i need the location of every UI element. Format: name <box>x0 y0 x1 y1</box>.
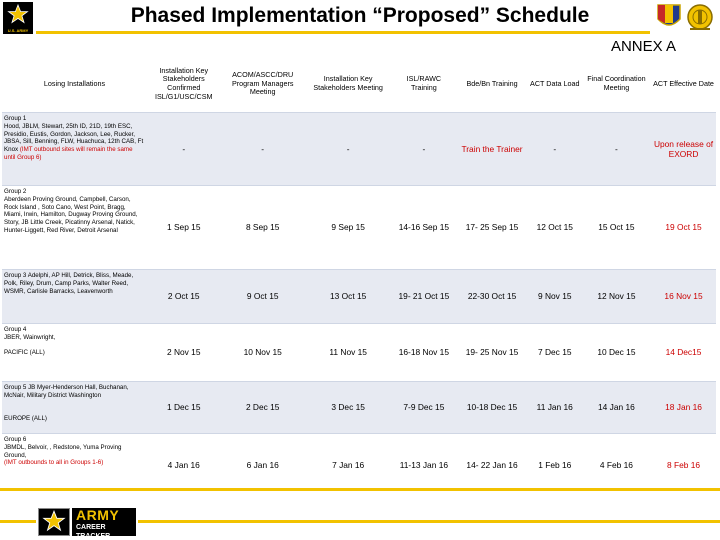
schedule-cell: 8 Feb 16 <box>651 433 716 497</box>
installations-text: Group 1 Hood, JBLM, Stewart, 25th ID, 21D, 19th ESC, Presidio, Eustis, Gordon, Jackson, Lee, Rucker, JBSA, Sill, Benning, FLW, Huachuca, 12th CAB, Ft Knox <box>4 115 144 153</box>
schedule-cell: 4 Jan 16 <box>147 433 221 497</box>
unit-crest-icon <box>656 3 682 31</box>
schedule-cell: 2 Oct 15 <box>147 269 221 323</box>
col-header-losing-installations: Losing Installations <box>43 78 106 88</box>
schedule-cell: 19- 21 Oct 15 <box>391 269 456 323</box>
losing-installations-cell <box>2 381 147 433</box>
col-header-stakeholders-meeting: Installation Key Stakeholders Meeting <box>313 74 383 92</box>
installations-text: Group 5 JB Myer-Henderson Hall, Buchanan, McNair, Military District Washington EUROPE (ALL) <box>4 384 129 422</box>
schedule-cell: - <box>305 112 392 185</box>
star-icon <box>6 4 30 24</box>
schedule-cell: 9 Oct 15 <box>221 269 305 323</box>
table-row <box>2 381 716 433</box>
schedule-cell: 16 Nov 15 <box>651 269 716 323</box>
col-header-act-effective-date: ACT Effective Date <box>653 78 714 88</box>
schedule-cell: 11 Nov 15 <box>305 323 392 381</box>
schedule-cell: 9 Nov 15 <box>528 269 582 323</box>
schedule-cell: 14 Dec15 <box>651 323 716 381</box>
slide-footer <box>0 500 720 540</box>
schedule-cell: 18 Jan 16 <box>651 381 716 433</box>
schedule-cell: 1 Feb 16 <box>528 433 582 497</box>
star-icon <box>41 510 67 534</box>
army-star-logo-footer <box>38 508 70 536</box>
schedule-table <box>2 56 716 497</box>
table-row <box>2 185 716 269</box>
schedule-cell: 19- 25 Nov 15 <box>456 323 527 381</box>
schedule-cell: 14- 22 Jan 16 <box>456 433 527 497</box>
table-row <box>2 112 716 185</box>
footer-accent-right <box>138 520 720 523</box>
footer-divider <box>0 488 720 491</box>
schedule-cell: Upon release of EXORD <box>651 112 716 185</box>
installations-text: Group 2 Aberdeen Proving Ground, Campbell, Carson, Rock Island , Soto Cano, West Point, Bragg, Miami, Irwin, Hamilton, Dugway Proving Ground, Story, JB Little Creek, Picatinny Arsenal, Natick, Hunter-Liggett, Red River, Detroit Arsenal <box>4 188 138 234</box>
table-row <box>2 323 716 381</box>
schedule-cell: 10 Nov 15 <box>221 323 305 381</box>
footer-accent-left <box>0 520 36 523</box>
schedule-cell: 14-16 Sep 15 <box>391 185 456 269</box>
table-header-row <box>2 56 716 112</box>
schedule-cell: Train the Trainer <box>456 112 527 185</box>
losing-installations-cell <box>2 112 147 185</box>
schedule-cell: 1 Dec 15 <box>147 381 221 433</box>
title-underline <box>36 31 650 34</box>
schedule-cell: 10 Dec 15 <box>582 323 651 381</box>
schedule-cell: - <box>391 112 456 185</box>
imt-outbound-note: (IMT outbound sites will remain the same until Group 6) <box>4 146 133 161</box>
page-title: Phased Implementation “Proposed” Schedule <box>130 4 590 27</box>
schedule-cell: - <box>582 112 651 185</box>
schedule-cell: 6 Jan 16 <box>221 433 305 497</box>
schedule-cell: 11-13 Jan 16 <box>391 433 456 497</box>
army-star-logo <box>3 2 33 34</box>
schedule-cell: 13 Oct 15 <box>305 269 392 323</box>
schedule-cell: 4 Feb 16 <box>582 433 651 497</box>
schedule-cell: 12 Nov 15 <box>582 269 651 323</box>
annex-label: ANNEX A <box>610 38 676 55</box>
col-header-program-managers-meeting: ACOM/ASCC/DRU Program Managers Meeting <box>231 70 294 97</box>
schedule-cell: 3 Dec 15 <box>305 381 392 433</box>
schedule-cell: 7 Jan 16 <box>305 433 392 497</box>
col-header-act-data-load: ACT Data Load <box>530 78 580 88</box>
schedule-cell: 16-18 Nov 15 <box>391 323 456 381</box>
schedule-cell: 17- 25 Sep 15 <box>456 185 527 269</box>
schedule-cell: 2 Dec 15 <box>221 381 305 433</box>
schedule-cell: - <box>221 112 305 185</box>
installations-text: Group 6 JBMDL, Belvoir, , Redstone, Yuma Proving Ground, <box>4 436 122 459</box>
col-header-isl-rawc-training: ISL/RAWC Training <box>406 74 442 92</box>
schedule-cell: - <box>528 112 582 185</box>
col-header-final-coordination-meeting: Final Coordination Meeting <box>587 74 646 92</box>
schedule-cell: - <box>147 112 221 185</box>
schedule-cell: 7-9 Dec 15 <box>391 381 456 433</box>
installations-text: Group 3 Adelphi, AP Hill, Detrick, Bliss, Meade, Polk, Riley, Drum, Camp Parks, Walter Reed, WSMR, Carlisle Barracks, Leavenworth <box>4 272 134 295</box>
schedule-cell: 12 Oct 15 <box>528 185 582 269</box>
losing-installations-cell <box>2 185 147 269</box>
schedule-cell: 9 Sep 15 <box>305 185 392 269</box>
schedule-cell: 15 Oct 15 <box>582 185 651 269</box>
imt-outbound-note: (IMT outbounds to all in Groups 1-6) <box>4 459 104 467</box>
schedule-cell: 10-18 Dec 15 <box>456 381 527 433</box>
col-header-stakeholders-confirmed: Installation Key Stakeholders Confirmed ISL/G1/USC/CSM <box>154 65 213 101</box>
army-emblem-icon <box>686 3 714 33</box>
schedule-cell: 14 Jan 16 <box>582 381 651 433</box>
table-row <box>2 269 716 323</box>
army-career-tracker-brand <box>72 507 136 540</box>
installations-text: Group 4 JBER, Wainwright, PACIFIC (ALL) <box>4 326 56 357</box>
brand-line-1: ARMY <box>76 507 120 523</box>
slide-header <box>0 0 720 36</box>
schedule-cell: 2 Nov 15 <box>147 323 221 381</box>
logo-text: U.S. ARMY <box>7 28 29 33</box>
schedule-cell: 7 Dec 15 <box>528 323 582 381</box>
schedule-cell: 1 Sep 15 <box>147 185 221 269</box>
schedule-cell: 8 Sep 15 <box>221 185 305 269</box>
schedule-cell: 11 Jan 16 <box>528 381 582 433</box>
losing-installations-cell <box>2 269 147 323</box>
schedule-cell: 19 Oct 15 <box>651 185 716 269</box>
brand-line-2: CAREER TRACKER <box>76 524 111 540</box>
losing-installations-cell <box>2 323 147 381</box>
col-header-bde-bn-training: Bde/Bn Training <box>466 78 518 88</box>
schedule-cell: 22-30 Oct 15 <box>456 269 527 323</box>
